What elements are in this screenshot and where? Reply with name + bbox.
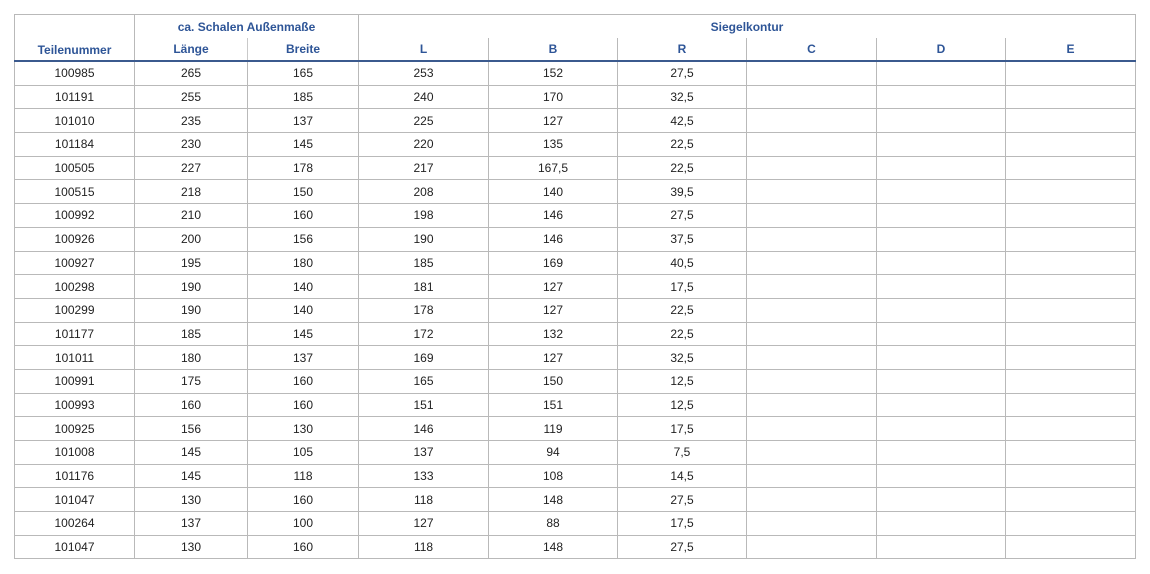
cell-seal-b: 127 [489,109,618,133]
cell-length: 190 [135,275,248,299]
cell-seal-b: 127 [489,298,618,322]
cell-part-number: 101184 [15,133,135,157]
cell-seal-c [747,417,877,441]
cell-length: 145 [135,464,248,488]
cell-seal-l: 225 [359,109,489,133]
cell-seal-d [877,61,1006,85]
cell-seal-e [1006,369,1136,393]
cell-length: 255 [135,85,248,109]
cell-seal-l: 185 [359,251,489,275]
table-row [15,393,1136,417]
table-row [15,298,1136,322]
cell-part-number: 100991 [15,369,135,393]
cell-width: 185 [248,85,359,109]
cell-seal-r: 27,5 [618,535,747,559]
cell-seal-r: 42,5 [618,109,747,133]
cell-seal-e [1006,346,1136,370]
cell-seal-d [877,180,1006,204]
table-row [15,464,1136,488]
cell-part-number: 101047 [15,488,135,512]
cell-seal-d [877,417,1006,441]
cell-seal-c [747,535,877,559]
cell-seal-c [747,156,877,180]
cell-seal-c [747,346,877,370]
table-row [15,369,1136,393]
cell-seal-e [1006,298,1136,322]
cell-seal-c [747,180,877,204]
cell-seal-e [1006,251,1136,275]
cell-width: 160 [248,393,359,417]
cell-seal-d [877,535,1006,559]
cell-seal-d [877,133,1006,157]
cell-seal-c [747,85,877,109]
cell-part-number: 101011 [15,346,135,370]
table-row [15,535,1136,559]
cell-part-number: 101191 [15,85,135,109]
cell-width: 160 [248,488,359,512]
cell-part-number: 101008 [15,441,135,465]
cell-seal-b: 127 [489,346,618,370]
tray-dimensions-table [14,14,1136,559]
cell-seal-r: 12,5 [618,369,747,393]
cell-part-number: 101010 [15,109,135,133]
cell-length: 145 [135,441,248,465]
cell-part-number: 101047 [15,535,135,559]
cell-seal-l: 165 [359,369,489,393]
cell-length: 218 [135,180,248,204]
header-seal-l: L [359,38,489,61]
cell-seal-e [1006,512,1136,536]
cell-seal-b: 119 [489,417,618,441]
header-group-outer-dimensions: ca. Schalen Außenmaße [135,15,359,39]
header-seal-b: B [489,38,618,61]
cell-seal-r: 27,5 [618,488,747,512]
cell-seal-b: 140 [489,180,618,204]
cell-seal-d [877,109,1006,133]
cell-part-number: 100299 [15,298,135,322]
cell-width: 160 [248,369,359,393]
cell-part-number: 100925 [15,417,135,441]
table-row [15,61,1136,85]
cell-seal-e [1006,393,1136,417]
header-seal-c: C [747,38,877,61]
table-header [15,15,1136,62]
header-seal-r: R [618,38,747,61]
cell-seal-c [747,109,877,133]
cell-seal-b: 152 [489,61,618,85]
header-seal-e: E [1006,38,1136,61]
cell-seal-c [747,133,877,157]
cell-seal-r: 14,5 [618,464,747,488]
cell-seal-b: 88 [489,512,618,536]
cell-seal-b: 151 [489,393,618,417]
cell-length: 180 [135,346,248,370]
cell-seal-r: 39,5 [618,180,747,204]
cell-part-number: 101177 [15,322,135,346]
cell-length: 235 [135,109,248,133]
cell-width: 178 [248,156,359,180]
cell-seal-r: 22,5 [618,156,747,180]
cell-width: 156 [248,227,359,251]
table-row [15,180,1136,204]
cell-width: 145 [248,322,359,346]
cell-seal-r: 17,5 [618,275,747,299]
cell-seal-r: 12,5 [618,393,747,417]
cell-seal-b: 135 [489,133,618,157]
table-row [15,204,1136,228]
cell-seal-c [747,298,877,322]
cell-seal-c [747,488,877,512]
cell-seal-l: 146 [359,417,489,441]
cell-length: 200 [135,227,248,251]
header-group-seal-contour: Siegelkontur [359,15,1136,39]
cell-seal-l: 172 [359,322,489,346]
cell-width: 140 [248,275,359,299]
cell-part-number: 100298 [15,275,135,299]
cell-length: 156 [135,417,248,441]
cell-seal-d [877,464,1006,488]
cell-seal-e [1006,464,1136,488]
cell-seal-c [747,441,877,465]
cell-seal-e [1006,109,1136,133]
cell-seal-r: 32,5 [618,85,747,109]
cell-width: 118 [248,464,359,488]
cell-seal-e [1006,275,1136,299]
cell-seal-d [877,275,1006,299]
cell-seal-e [1006,322,1136,346]
cell-seal-d [877,441,1006,465]
table-row [15,441,1136,465]
cell-part-number: 100993 [15,393,135,417]
cell-seal-r: 22,5 [618,133,747,157]
cell-part-number: 101176 [15,464,135,488]
cell-seal-b: 132 [489,322,618,346]
cell-seal-d [877,488,1006,512]
cell-seal-b: 94 [489,441,618,465]
table-row [15,512,1136,536]
cell-seal-b: 127 [489,275,618,299]
cell-seal-l: 220 [359,133,489,157]
cell-seal-l: 118 [359,488,489,512]
cell-seal-e [1006,133,1136,157]
cell-seal-c [747,369,877,393]
cell-part-number: 100985 [15,61,135,85]
cell-seal-l: 217 [359,156,489,180]
cell-width: 105 [248,441,359,465]
cell-seal-l: 151 [359,393,489,417]
cell-seal-l: 127 [359,512,489,536]
cell-seal-b: 108 [489,464,618,488]
cell-seal-r: 27,5 [618,61,747,85]
table-row [15,133,1136,157]
cell-seal-e [1006,61,1136,85]
cell-seal-e [1006,488,1136,512]
cell-seal-l: 133 [359,464,489,488]
cell-seal-l: 118 [359,535,489,559]
table-body [15,61,1136,559]
cell-seal-e [1006,180,1136,204]
cell-length: 195 [135,251,248,275]
cell-seal-c [747,512,877,536]
cell-seal-c [747,204,877,228]
cell-seal-r: 17,5 [618,512,747,536]
cell-seal-d [877,298,1006,322]
header-seal-d: D [877,38,1006,61]
cell-seal-e [1006,204,1136,228]
cell-seal-e [1006,417,1136,441]
cell-seal-c [747,61,877,85]
cell-seal-l: 190 [359,227,489,251]
cell-length: 190 [135,298,248,322]
cell-part-number: 100992 [15,204,135,228]
table-row [15,251,1136,275]
cell-seal-c [747,227,877,251]
table-row [15,109,1136,133]
cell-length: 130 [135,488,248,512]
table-row [15,85,1136,109]
cell-seal-b: 150 [489,369,618,393]
table-row [15,275,1136,299]
cell-seal-l: 181 [359,275,489,299]
cell-seal-e [1006,156,1136,180]
table-row [15,322,1136,346]
cell-seal-r: 37,5 [618,227,747,251]
table-row [15,227,1136,251]
cell-seal-r: 27,5 [618,204,747,228]
cell-seal-b: 148 [489,535,618,559]
cell-width: 145 [248,133,359,157]
header-length: Länge [135,38,248,61]
cell-seal-r: 17,5 [618,417,747,441]
cell-seal-e [1006,85,1136,109]
cell-seal-c [747,251,877,275]
cell-seal-d [877,85,1006,109]
cell-seal-b: 167,5 [489,156,618,180]
cell-seal-l: 240 [359,85,489,109]
cell-part-number: 100264 [15,512,135,536]
cell-seal-e [1006,227,1136,251]
cell-seal-d [877,227,1006,251]
cell-part-number: 100515 [15,180,135,204]
cell-seal-d [877,369,1006,393]
cell-seal-b: 146 [489,227,618,251]
cell-width: 100 [248,512,359,536]
cell-seal-c [747,322,877,346]
cell-seal-b: 148 [489,488,618,512]
cell-seal-c [747,393,877,417]
cell-length: 130 [135,535,248,559]
cell-seal-d [877,251,1006,275]
cell-seal-e [1006,535,1136,559]
cell-length: 227 [135,156,248,180]
cell-seal-d [877,156,1006,180]
cell-seal-c [747,464,877,488]
cell-seal-r: 22,5 [618,298,747,322]
cell-seal-r: 32,5 [618,346,747,370]
cell-length: 175 [135,369,248,393]
cell-seal-d [877,204,1006,228]
cell-seal-l: 208 [359,180,489,204]
cell-length: 160 [135,393,248,417]
cell-seal-e [1006,441,1136,465]
cell-seal-r: 22,5 [618,322,747,346]
cell-seal-d [877,346,1006,370]
cell-seal-l: 178 [359,298,489,322]
cell-width: 165 [248,61,359,85]
cell-width: 150 [248,180,359,204]
cell-part-number: 100505 [15,156,135,180]
header-width: Breite [248,38,359,61]
cell-length: 137 [135,512,248,536]
cell-width: 137 [248,346,359,370]
cell-width: 160 [248,535,359,559]
cell-seal-d [877,393,1006,417]
cell-seal-b: 170 [489,85,618,109]
cell-length: 185 [135,322,248,346]
table-row [15,417,1136,441]
header-part-number: Teilenummer [15,15,135,62]
cell-seal-b: 146 [489,204,618,228]
cell-length: 210 [135,204,248,228]
cell-seal-d [877,512,1006,536]
table-row [15,156,1136,180]
cell-seal-l: 169 [359,346,489,370]
cell-seal-b: 169 [489,251,618,275]
cell-seal-r: 7,5 [618,441,747,465]
cell-width: 160 [248,204,359,228]
cell-seal-l: 253 [359,61,489,85]
cell-part-number: 100927 [15,251,135,275]
cell-length: 230 [135,133,248,157]
cell-seal-l: 198 [359,204,489,228]
cell-width: 130 [248,417,359,441]
cell-part-number: 100926 [15,227,135,251]
cell-width: 180 [248,251,359,275]
cell-width: 137 [248,109,359,133]
table-row [15,346,1136,370]
cell-seal-d [877,322,1006,346]
cell-length: 265 [135,61,248,85]
cell-seal-c [747,275,877,299]
table-row [15,488,1136,512]
cell-seal-l: 137 [359,441,489,465]
cell-seal-r: 40,5 [618,251,747,275]
cell-width: 140 [248,298,359,322]
